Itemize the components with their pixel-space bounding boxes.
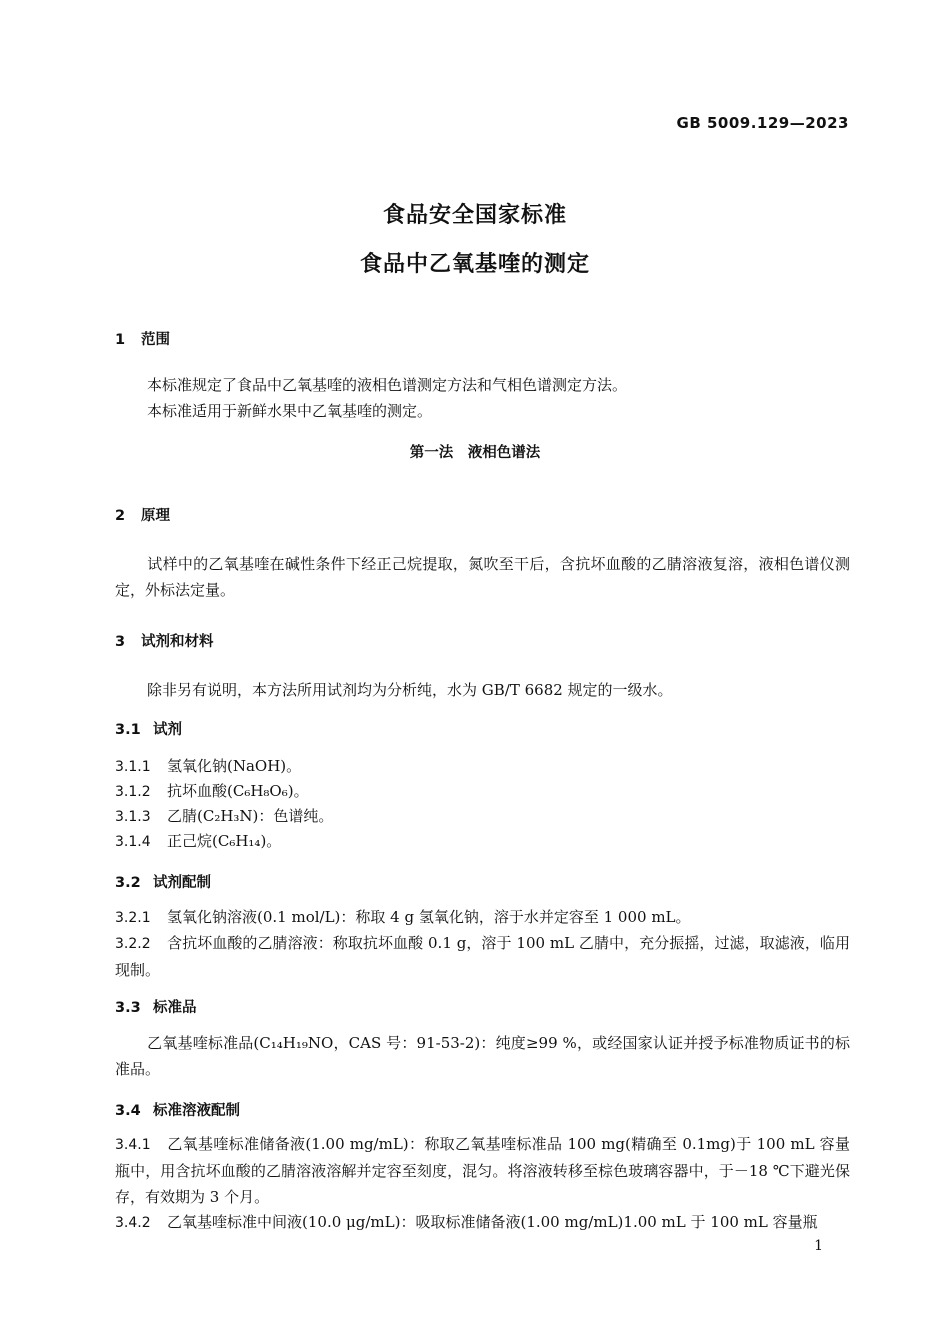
paragraph xyxy=(115,551,850,603)
item-text: 乙腈(C₂H₃N)：色谱纯。 xyxy=(167,807,334,825)
list-item xyxy=(115,778,309,805)
section-1-heading xyxy=(115,328,170,349)
section-number: 3.3 xyxy=(115,1000,141,1016)
section-number: 3.4 xyxy=(115,1103,141,1119)
item-number: 3.2.2 xyxy=(115,936,151,952)
item-number: 3.2.1 xyxy=(115,910,151,926)
list-item xyxy=(115,753,301,780)
method-heading: 第一法 液相色谱法 xyxy=(409,445,541,461)
item-text: 氢氧化钠(NaOH)。 xyxy=(167,757,302,775)
section-number: 3.1 xyxy=(115,722,141,738)
section-number: 2 xyxy=(115,508,126,524)
item-number: 3.4.1 xyxy=(115,1137,151,1153)
item-number: 3.1.4 xyxy=(115,834,151,850)
paragraph-text: 乙氧基喹标准品(C₁₄H₁₉NO，CAS 号：91-53-2)：纯度≥99 %，或经国家认证并授予标准物质证书的标准品。 xyxy=(115,1034,850,1078)
subsection-3-2-heading xyxy=(115,871,211,892)
item-number: 3.1.2 xyxy=(115,784,151,800)
subsection-3-1-heading xyxy=(115,718,182,739)
section-title: 试剂和材料 xyxy=(141,634,214,650)
paragraph-text: 试样中的乙氧基喹在碱性条件下经正己烷提取，氮吹至干后，含抗坏血酸的乙腈溶液复溶，液相色谱仪测定，外标法定量。 xyxy=(115,555,850,599)
item-text: 抗坏血酸(C₆H₈O₆)。 xyxy=(167,782,309,800)
section-title: 原理 xyxy=(141,508,170,524)
list-item xyxy=(115,828,281,855)
section-number: 3.2 xyxy=(115,875,141,891)
subsection-3-4-heading xyxy=(115,1099,240,1120)
item-text: 含抗坏血酸的乙腈溶液：称取抗坏血酸 0.1 g，溶于 100 mL 乙腈中，充分振摇，过滤，取滤液，临用现制。 xyxy=(115,934,850,979)
item-text: 乙氧基喹标准中间液(10.0 μg/mL)：吸取标准储备液(1.00 mg/mL)1.00 mL 于 100 mL 容量瓶 xyxy=(167,1213,818,1231)
section-2-heading xyxy=(115,504,170,525)
paragraph: 除非另有说明，本方法所用试剂均为分析纯，水为 GB/T 6682 规定的一级水。 xyxy=(147,681,673,699)
item-number: 3.1.3 xyxy=(115,809,151,825)
list-item xyxy=(115,1209,850,1236)
item-text: 正己烷(C₆H₁₄)。 xyxy=(167,832,282,850)
section-3-heading xyxy=(115,630,214,651)
document-title: 食品安全国家标准 xyxy=(382,203,567,228)
list-item xyxy=(115,803,333,830)
standard-number: GB 5009.129—2023 xyxy=(676,114,849,132)
list-item xyxy=(115,904,691,931)
subsection-3-3-heading xyxy=(115,996,197,1017)
section-title: 标准品 xyxy=(153,1000,197,1016)
section-title: 试剂配制 xyxy=(153,875,211,891)
item-number: 3.1.1 xyxy=(115,759,151,775)
paragraph: 本标准适用于新鲜水果中乙氧基喹的测定。 xyxy=(147,402,433,420)
list-item xyxy=(115,1131,850,1210)
section-number: 3 xyxy=(115,634,126,650)
section-title: 标准溶液配制 xyxy=(153,1103,240,1119)
document-subtitle: 食品中乙氧基喹的测定 xyxy=(359,252,590,277)
item-text: 氢氧化钠溶液(0.1 mol/L)：称取 4 g 氢氧化钠，溶于水并定容至 1 000 mL。 xyxy=(167,908,691,926)
list-item xyxy=(115,930,850,983)
paragraph xyxy=(115,1030,850,1082)
paragraph: 本标准规定了食品中乙氧基喹的液相色谱测定方法和气相色谱测定方法。 xyxy=(147,376,628,394)
section-title: 试剂 xyxy=(153,722,182,738)
page-number: 1 xyxy=(814,1238,823,1254)
item-text: 乙氧基喹标准储备液(1.00 mg/mL)：称取乙氧基喹标准品 100 mg(精确至 0.1mg)于 100 mL 容量瓶中，用含抗坏血酸的乙腈溶液溶解并定容至刻度，混匀。将溶液转移至棕色玻璃容器中，于－18 ℃下避光保存，有效期为 3 个月。 xyxy=(115,1135,850,1206)
item-number: 3.4.2 xyxy=(115,1215,151,1231)
section-title: 范围 xyxy=(141,332,170,348)
section-number: 1 xyxy=(115,332,126,348)
